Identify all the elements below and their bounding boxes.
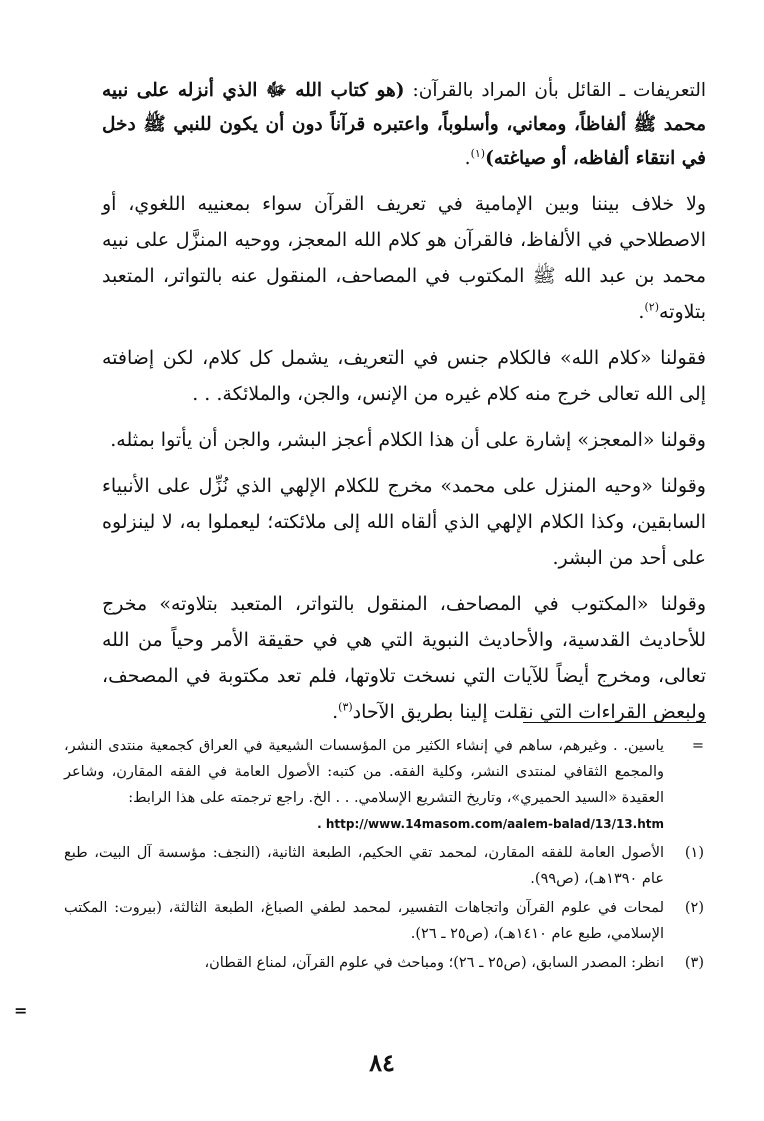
paragraph-6-text: وقولنا «المكتوب في المصاحف، المنقول بالتواتر، المتعبد بتلاوته» مخرج للأحاديث القدسية، والأحاديث النبوية التي هي في حقيقة الأمر وحياً من الله تعالى، ومخرج أيضاً للآيات التي نسخت تلاوتها، فلم تعد مكتوبة في المصحف، ولبعض القراءات التي نقلت إلينا بطريق الآحاد bbox=[102, 593, 706, 723]
footnote-text: لمحات في علوم القرآن واتجاهات التفسير، لمحمد لطفي الصباغ، الطبعة الثالثة، (بيروت: المكتب الإسلامي، طبع عام ١٤١٠هـ)، (ص٢٥ ـ ٢٦). bbox=[64, 900, 664, 942]
paragraph-2-text: ولا خلاف بيننا وبين الإمامية في تعريف القرآن سواء بمعنييه اللغوي، أو الاصطلاحي في الألفاظ، فالقرآن هو كلام الله المعجز، ووحيه المنزَّل على نبيه محمد بن عبد الله ﷺ المكتوب في المصاحف، المنقول عنه بالتواتر، المتعبد بتلاوته bbox=[102, 193, 706, 323]
footnote-continued bbox=[64, 733, 706, 837]
footnote-mark: = bbox=[691, 738, 704, 754]
paragraph-6 bbox=[102, 586, 706, 730]
footnote-mark: (٢) bbox=[684, 900, 704, 916]
paragraph-1-quote: (هو كتاب الله ﷻ الذي أنزله على نبيه محمد ﷺ ألفاظاً، ومعاني، وأسلوباً، واعتبره قرآناً دون أن يكون للنبي ﷺ دخل في انتقاء ألفاظه، أو صياغته) bbox=[102, 80, 706, 169]
footnote-mark: (٣) bbox=[684, 955, 704, 971]
paragraph-5: وقولنا «وحيه المنزل على محمد» مخرج للكلام الإلهي الذي نُزِّل على الأنبياء السابقين، وكذا الكلام الإلهي الذي ألقاه الله إلى ملائكته؛ ليعملوا به، لا لينزلوه على أحد من البشر. bbox=[102, 475, 706, 569]
paragraph-6-tail: . bbox=[332, 701, 339, 723]
paragraph-3: فقولنا «كلام الله» فالكلام جنس في التعريف، يشمل كل كلام، لكن إضافته إلى الله تعالى خرج منه كلام غيره من الإنس، والجن، والملائكة. . . bbox=[102, 347, 706, 405]
continuation-mark: = bbox=[14, 1001, 28, 1020]
footnote-2 bbox=[64, 895, 706, 947]
footnote-ref-1[interactable]: (١) bbox=[470, 146, 486, 160]
page-number: ٨٤ bbox=[369, 1048, 395, 1077]
footnote-text: ياسين. . وغيرهم، ساهم في إنشاء الكثير من المؤسسات الشيعية في العراق كجمعية منتدى النشر، والمجمع الثقافي لمنتدى النشر، وكلية الفقه. من كتبه: الأصول العامة في الفقه المقارن، وشاعر العقيدة «السيد الحميري»، وتاريخ التشريع الإسلامي. . . الخ. راجع ترجمته على هذا الرابط: bbox=[64, 738, 664, 806]
paragraph-1-tail: . bbox=[464, 148, 471, 169]
footnote-text: انظر: المصدر السابق، (ص٢٥ ـ ٢٦)؛ ومباحث في علوم القرآن، لمناع القطان، bbox=[204, 955, 664, 971]
footnote-link[interactable]: . http://www.14masom.com/aalem-balad/13/13.htm bbox=[317, 817, 664, 831]
footnote-divider bbox=[523, 722, 706, 723]
paragraph-4: وقولنا «المعجز» إشارة على أن هذا الكلام أعجز البشر، والجن أن يأتوا بمثله. bbox=[110, 429, 706, 451]
footnote-ref-2[interactable]: (٢) bbox=[644, 300, 659, 314]
paragraph-1-lead: التعريفات ـ القائل بأن المراد بالقرآن: bbox=[404, 80, 706, 101]
footnote-ref-3[interactable]: (٣) bbox=[338, 700, 353, 714]
paragraph-2 bbox=[102, 186, 706, 330]
footnote-text: الأصول العامة للفقه المقارن، لمحمد تقي الحكيم، الطبعة الثانية، (النجف: مؤسسة آل البيت، طبع عام ١٣٩٠هـ)، (ص٩٩). bbox=[64, 845, 664, 887]
footnote-mark: (١) bbox=[684, 845, 704, 861]
paragraph-2-tail: . bbox=[638, 301, 645, 323]
footnote-3 bbox=[64, 950, 706, 976]
paragraph-1 bbox=[102, 74, 706, 176]
footnote-1 bbox=[64, 840, 706, 892]
footnotes bbox=[64, 733, 706, 979]
main-text bbox=[102, 74, 706, 740]
